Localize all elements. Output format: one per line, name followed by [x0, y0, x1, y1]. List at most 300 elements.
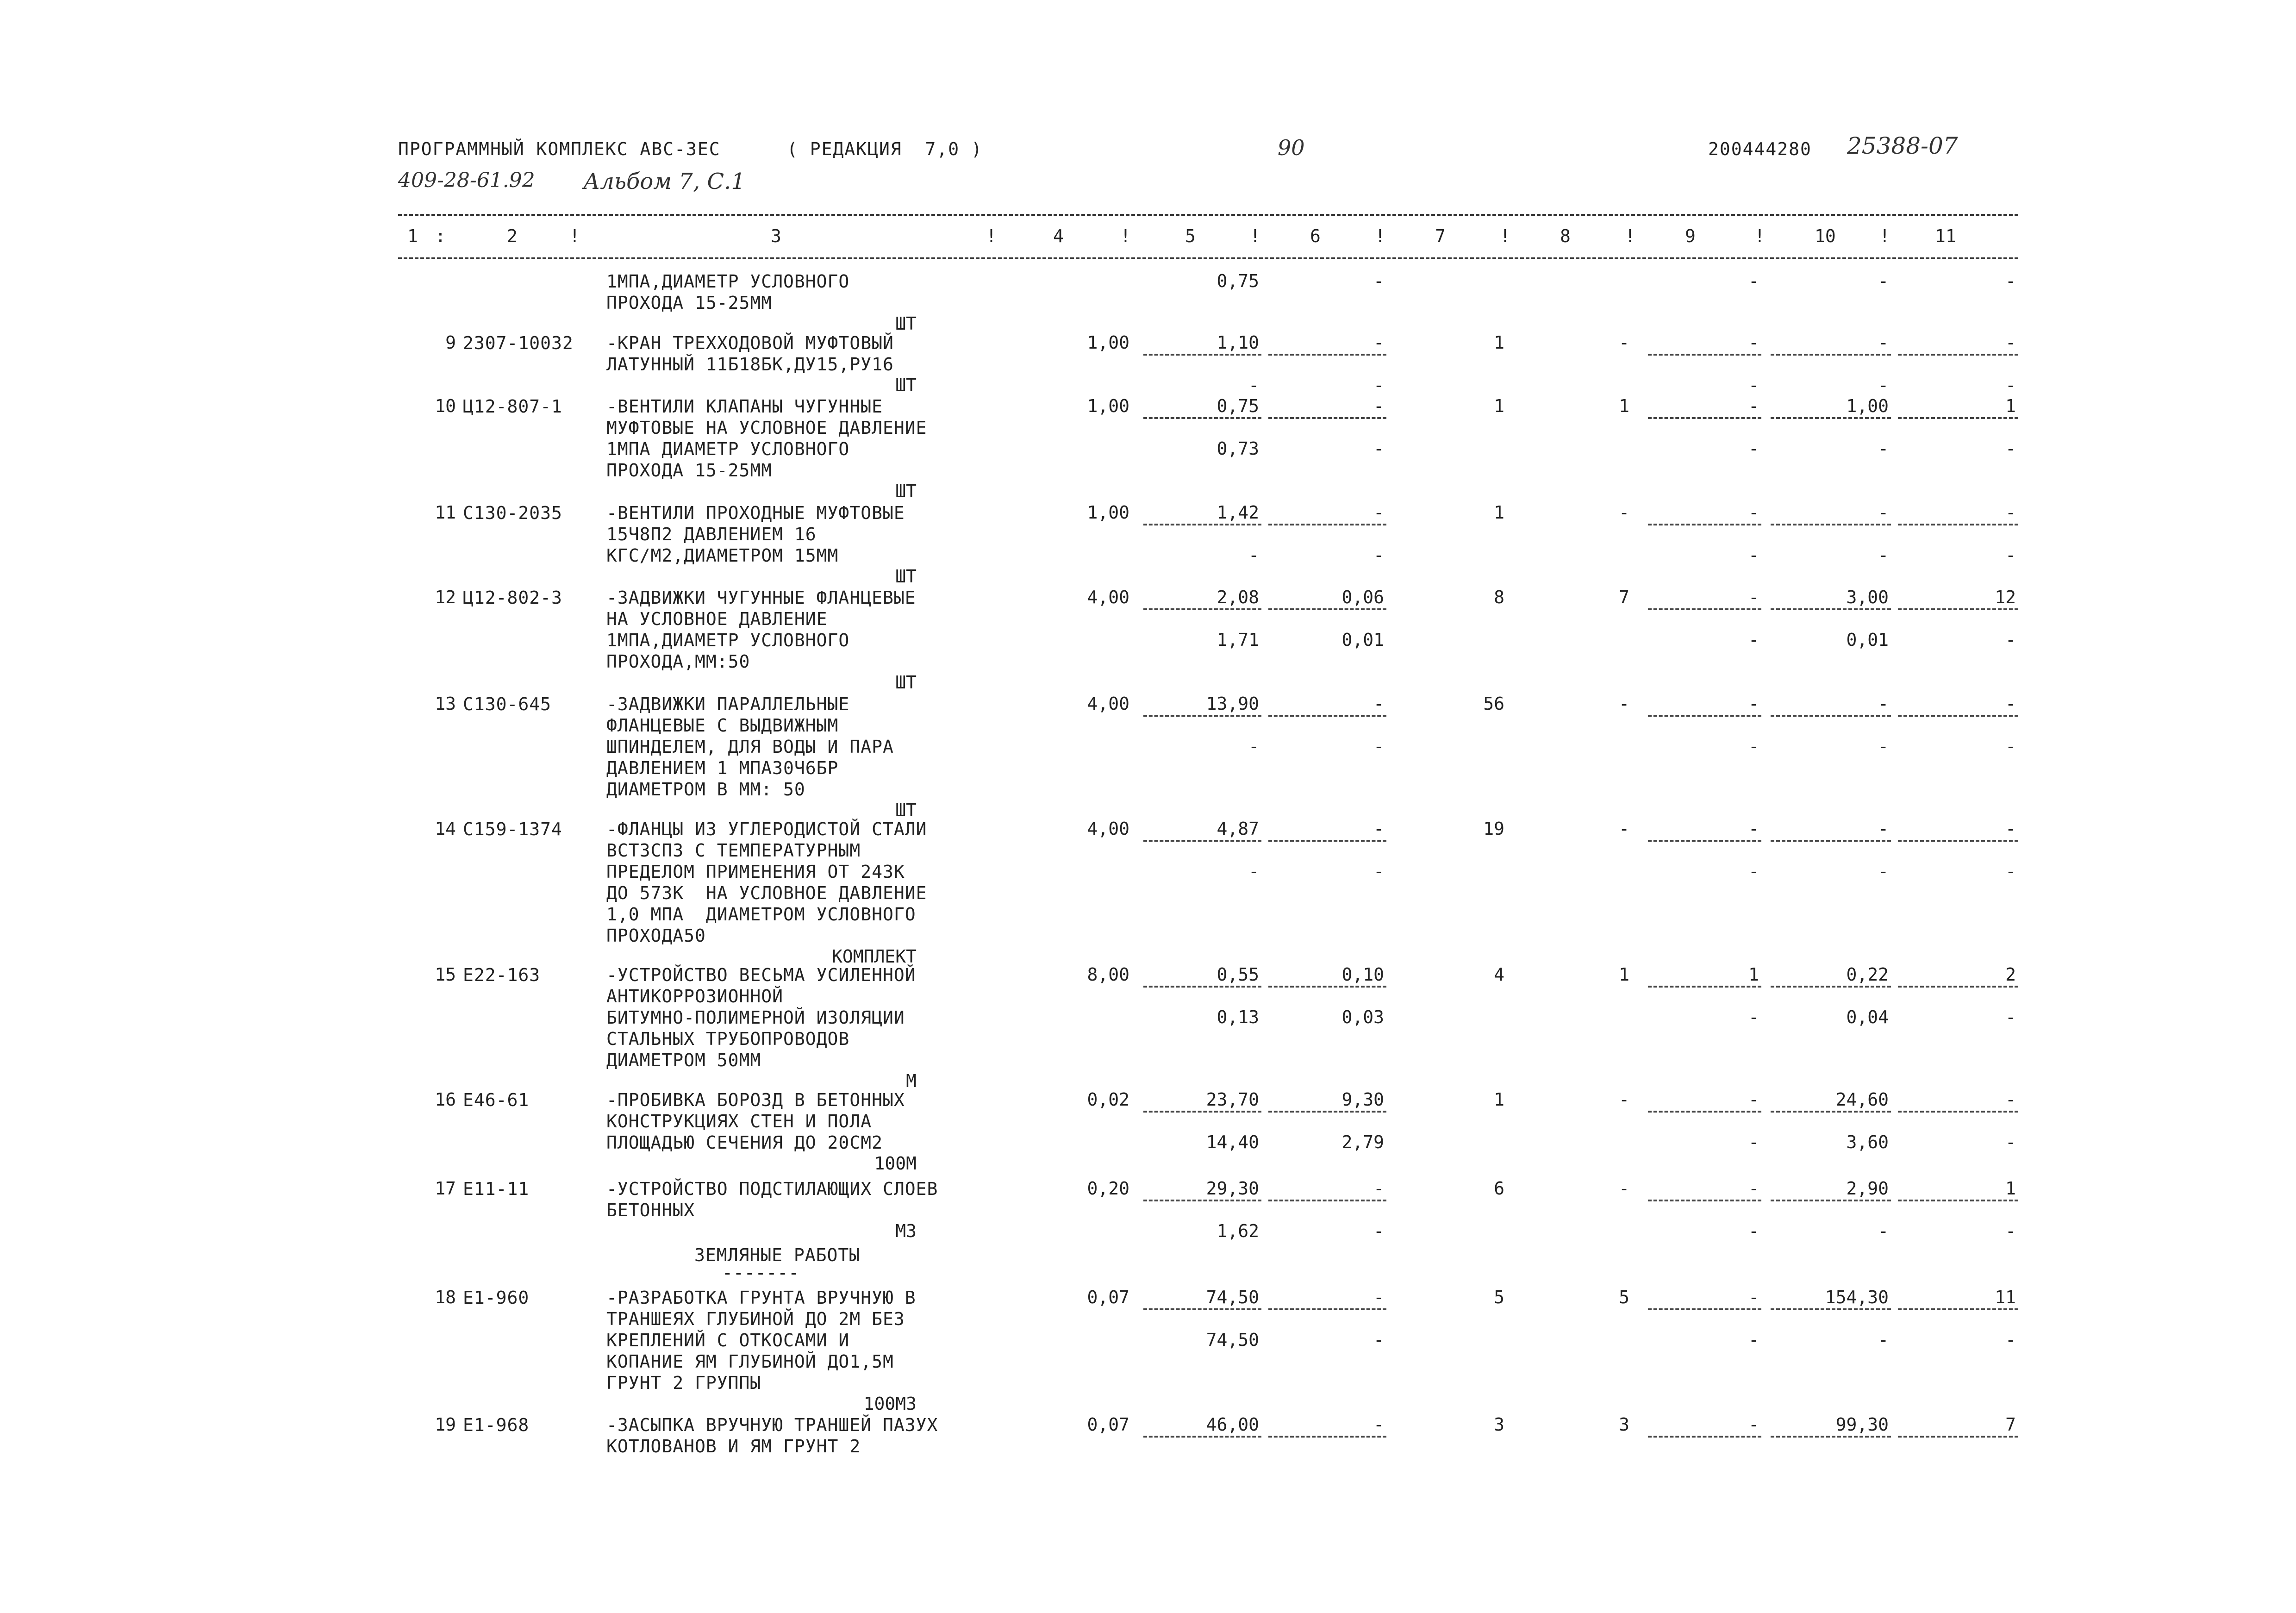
cell-col6-sub: -	[1373, 861, 1384, 882]
cell-col11: 2	[2005, 964, 2016, 985]
cell-col5: 13,90	[1206, 694, 1259, 714]
cell-divider	[1143, 1308, 1261, 1310]
cell-col11: 11	[1995, 1287, 2016, 1307]
col-header-4: 4	[1053, 226, 1064, 246]
row-code: Ц12-802-3	[463, 588, 562, 608]
cell-col8: -	[1619, 332, 1629, 353]
cell-col11: 1	[2005, 1178, 2016, 1199]
row-code: С130-2035	[463, 503, 562, 523]
row-description: КГС/М2,ДИАМЕТРОМ 15ММ	[606, 545, 839, 566]
cell-col10-sub: -	[1878, 861, 1889, 882]
row-description: -ЗАДВИЖКИ ЧУГУННЫЕ ФЛАНЦЕВЫЕ	[606, 588, 916, 608]
row-description: ТРАНШЕЯХ ГЛУБИНОЙ ДО 2М БЕЗ	[606, 1309, 905, 1329]
cell-col10-sub: -	[1878, 438, 1889, 459]
cell-col6: -	[1373, 1414, 1384, 1435]
cell-col9: -	[1748, 587, 1759, 607]
cell-col11-sub: -	[2005, 438, 2016, 459]
cell-col11-sub: -	[2005, 1330, 2016, 1350]
col-sep: :	[435, 226, 446, 246]
row-unit: 100М	[874, 1153, 917, 1174]
cell-col8: -	[1619, 694, 1629, 714]
row-description: ПРОХОДА50	[606, 925, 706, 946]
row-description: -ФЛАНЦЫ ИЗ УГЛЕРОДИСТОЙ СТАЛИ	[606, 819, 927, 839]
col-header-1: 1	[407, 226, 418, 246]
row-number: 19	[435, 1414, 456, 1435]
row-description: -УСТРОЙСТВО ВЕСЬМА УСИЛЕННОЙ	[606, 965, 916, 985]
cell-divider	[1268, 986, 1386, 988]
row-number: 14	[435, 819, 456, 839]
cell-col6-sub: -	[1373, 375, 1384, 395]
cell-col8: 5	[1619, 1287, 1629, 1307]
col-sep: !	[1250, 226, 1260, 246]
cell-col9-sub: -	[1748, 1221, 1759, 1241]
cell-col9-sub: -	[1748, 736, 1759, 756]
col-header-10: 10	[1815, 226, 1836, 246]
cell-col6-sub: -	[1373, 545, 1384, 565]
handwritten-code: 25388-07	[1847, 132, 1958, 159]
cell-col11: -	[2005, 332, 2016, 353]
cell-divider	[1268, 1111, 1386, 1113]
col-sep: !	[569, 226, 580, 246]
row-description: -РАЗРАБОТКА ГРУНТА ВРУЧНУЮ В	[606, 1288, 916, 1308]
cell-col6: -	[1373, 694, 1384, 714]
row-description: ПРОХОДА 15-25ММ	[606, 293, 773, 313]
row-number: 16	[435, 1089, 456, 1110]
cell-col10: 0,22	[1846, 964, 1889, 985]
row-number: 18	[435, 1287, 456, 1307]
row-description: ГРУНТ 2 ГРУППЫ	[606, 1373, 761, 1393]
cell-col5: 4,87	[1217, 819, 1259, 839]
cell-col9-sub: -	[1748, 630, 1759, 650]
section-underline: -------	[722, 1263, 800, 1283]
cell-col10-sub: -	[1878, 1221, 1889, 1241]
row-code: 2307-10032	[463, 333, 574, 353]
header-top-rule	[398, 214, 2018, 216]
row-unit: ШТ	[895, 672, 917, 693]
cell-col7: 19	[1483, 819, 1504, 839]
cell-quantity: 0,07	[1087, 1287, 1129, 1307]
col-header-2: 2	[507, 226, 518, 246]
row-code: Е1-968	[463, 1415, 530, 1435]
cell-col9-sub: -	[1748, 1007, 1759, 1027]
cell-col6: 9,30	[1341, 1089, 1384, 1110]
cell-col9: -	[1748, 1287, 1759, 1307]
cell-col7: 6	[1494, 1178, 1504, 1199]
col-sep: !	[1754, 226, 1765, 246]
cell-divider	[1771, 524, 1891, 525]
cell-col7: 1	[1494, 332, 1504, 353]
cell-col7: 5	[1494, 1287, 1504, 1307]
row-description: 1МПА,ДИАМЕТР УСЛОВНОГО	[606, 271, 850, 292]
cell-col5: 46,00	[1206, 1414, 1259, 1435]
cell-col6-sub: -	[1373, 736, 1384, 756]
document-code: 200444280	[1708, 139, 1812, 159]
col-sep: !	[1625, 226, 1635, 246]
cell-col5: 0,55	[1217, 964, 1259, 985]
cell-col11-sub: -	[2005, 375, 2016, 395]
row-number: 13	[435, 694, 456, 714]
cell-divider	[1143, 354, 1261, 356]
cell-divider	[1268, 715, 1386, 717]
cell-divider	[1648, 608, 1761, 610]
row-unit: КОМПЛЕКТ	[831, 946, 917, 967]
row-description: ПРЕДЕЛОМ ПРИМЕНЕНИЯ ОТ 243К	[606, 862, 905, 882]
row-unit: 100М3	[863, 1394, 917, 1414]
cell-col10-sub: 0,04	[1846, 1007, 1889, 1027]
row-description: 1МПА ДИАМЕТР УСЛОВНОГО	[606, 439, 850, 459]
col-header-7: 7	[1435, 226, 1446, 246]
cell-divider	[1771, 1200, 1891, 1201]
cell-col10-sub: -	[1878, 545, 1889, 565]
cell-divider	[1771, 1111, 1891, 1113]
cell-col11-sub: -	[2005, 861, 2016, 882]
cell-col5-sub: 14,40	[1206, 1132, 1259, 1152]
row-description: НА УСЛОВНОЕ ДАВЛЕНИЕ	[606, 609, 828, 629]
cell-divider	[1268, 1436, 1386, 1438]
cell-col9-sub: -	[1748, 1330, 1759, 1350]
cell-divider	[1898, 840, 2018, 842]
col-sep: !	[1879, 226, 1890, 246]
cell-col5-sub: 1,62	[1217, 1221, 1259, 1241]
cell-divider	[1771, 354, 1891, 356]
cell-col6-sub: 2,79	[1341, 1132, 1384, 1152]
row-description: КОПАНИЕ ЯМ ГЛУБИНОЙ ДО1,5М	[606, 1351, 894, 1372]
header-bottom-rule	[398, 257, 2018, 259]
row-description: 1,0 МПА ДИАМЕТРОМ УСЛОВНОГО	[606, 904, 916, 925]
cell-col11-sub: -	[2005, 545, 2016, 565]
cell-col5: 1,10	[1217, 332, 1259, 353]
row-description: ПЛОЩАДЬЮ СЕЧЕНИЯ ДО 20СМ2	[606, 1132, 883, 1153]
cell-col10: 2,90	[1846, 1178, 1889, 1199]
row-unit: ШТ	[895, 481, 917, 501]
cell-col10: 3,00	[1846, 587, 1889, 607]
row-code: Е46-61	[463, 1090, 530, 1110]
cell-divider	[1648, 840, 1761, 842]
cell-col11: -	[2005, 502, 2016, 523]
cell-divider	[1898, 1436, 2018, 1438]
cell-quantity: 8,00	[1087, 964, 1129, 985]
col-header-8: 8	[1560, 226, 1571, 246]
row-description: 1МПА,ДИАМЕТР УСЛОВНОГО	[606, 630, 850, 650]
cell-col6: -	[1373, 502, 1384, 523]
cell-divider	[1771, 608, 1891, 610]
cell-col10-sub: -	[1878, 1330, 1889, 1350]
cell-quantity: 1,00	[1087, 396, 1129, 416]
row-code: С159-1374	[463, 819, 562, 839]
row-unit: М3	[895, 1221, 917, 1241]
row-description: МУФТОВЫЕ НА УСЛОВНОЕ ДАВЛЕНИЕ	[606, 418, 927, 438]
cell-divider	[1898, 1200, 2018, 1201]
cell-col8: 1	[1619, 396, 1629, 416]
cell-divider	[1268, 417, 1386, 419]
cell-divider	[1143, 1111, 1261, 1113]
row-description: -ЗАСЫПКА ВРУЧНУЮ ТРАНШЕЙ ПАЗУХ	[606, 1415, 938, 1435]
row-description: ПРОХОДА,ММ:50	[606, 651, 750, 672]
row-description: -ЗАДВИЖКИ ПАРАЛЛЕЛЬНЫЕ	[606, 694, 850, 714]
row-code: Ц12-807-1	[463, 396, 562, 417]
row-number: 9	[445, 332, 456, 353]
row-unit: М	[906, 1071, 917, 1091]
section-title: ЗЕМЛЯНЫЕ РАБОТЫ	[694, 1245, 861, 1265]
cell-divider	[1648, 715, 1761, 717]
cell-col10: -	[1878, 332, 1889, 353]
cell-col9: -	[1748, 694, 1759, 714]
cell-col9: -	[1748, 502, 1759, 523]
row-unit: ШТ	[895, 313, 917, 334]
cell-divider	[1648, 524, 1761, 525]
cell-col8: 1	[1619, 964, 1629, 985]
cell-divider	[1898, 1111, 2018, 1113]
cell-col9: -	[1748, 1178, 1759, 1199]
cell-col6: -	[1373, 819, 1384, 839]
cell-divider	[1648, 1200, 1761, 1201]
cell-col10: -	[1878, 694, 1889, 714]
cell-col10: 154,30	[1825, 1287, 1889, 1307]
cell-col9: -	[1748, 271, 1759, 291]
page-number: 90	[1278, 135, 1305, 160]
album-label: Альбом 7, С.1	[583, 169, 745, 194]
row-description: ПРОХОДА 15-25ММ	[606, 460, 773, 481]
cell-col8: -	[1619, 819, 1629, 839]
cell-divider	[1898, 986, 2018, 988]
cell-quantity: 4,00	[1087, 694, 1129, 714]
cell-col7: 3	[1494, 1414, 1504, 1435]
row-description: -ВЕНТИЛИ КЛАПАНЫ ЧУГУННЫЕ	[606, 396, 883, 417]
cell-col6-sub: 0,01	[1341, 630, 1384, 650]
cell-col9: 1	[1748, 964, 1759, 985]
cell-col10: 99,30	[1835, 1414, 1889, 1435]
cell-divider	[1898, 1308, 2018, 1310]
row-description: -КРАН ТРЕХХОДОВОЙ МУФТОВЫЙ	[606, 333, 894, 353]
cell-divider	[1898, 417, 2018, 419]
row-code: Е22-163	[463, 965, 541, 985]
cell-col11-sub: -	[2005, 1007, 2016, 1027]
cell-col6: -	[1373, 1178, 1384, 1199]
cell-col8: 3	[1619, 1414, 1629, 1435]
cell-quantity: 1,00	[1087, 502, 1129, 523]
cell-col7: 1	[1494, 1089, 1504, 1110]
cell-col6-sub: 0,03	[1341, 1007, 1384, 1027]
cell-divider	[1898, 354, 2018, 356]
cell-quantity: 0,02	[1087, 1089, 1129, 1110]
row-number: 15	[435, 964, 456, 985]
row-unit: ШТ	[895, 375, 917, 395]
cell-col10: -	[1878, 502, 1889, 523]
cell-divider	[1771, 840, 1891, 842]
row-description: КОНСТРУКЦИЯХ СТЕН И ПОЛА	[606, 1111, 872, 1132]
cell-col11: -	[2005, 819, 2016, 839]
row-description: ВСТ3СП3 С ТЕМПЕРАТУРНЫМ	[606, 840, 861, 861]
cell-col9-sub: -	[1748, 375, 1759, 395]
row-unit: ШТ	[895, 566, 917, 587]
cell-col6: 0,06	[1341, 587, 1384, 607]
row-description: -ПРОБИВКА БОРОЗД В БЕТОННЫХ	[606, 1090, 905, 1110]
cell-col11: 12	[1995, 587, 2016, 607]
cell-col11-sub: -	[2005, 736, 2016, 756]
cell-col11-sub: -	[2005, 1221, 2016, 1241]
cell-col5: 74,50	[1206, 1287, 1259, 1307]
cell-col9: -	[1748, 332, 1759, 353]
cell-col10: -	[1878, 271, 1889, 291]
cell-col8: 7	[1619, 587, 1629, 607]
cell-col10-sub: -	[1878, 375, 1889, 395]
cell-divider	[1771, 417, 1891, 419]
row-description: 15Ч8П2 ДАВЛЕНИЕМ 16	[606, 524, 817, 544]
cell-col8: -	[1619, 1178, 1629, 1199]
col-header-11: 11	[1935, 226, 1956, 246]
cell-col10: -	[1878, 819, 1889, 839]
cell-col6-sub: -	[1373, 1221, 1384, 1241]
cell-col6: 0,10	[1341, 964, 1384, 985]
cell-col11: 7	[2005, 1414, 2016, 1435]
cell-col9-sub: -	[1748, 438, 1759, 459]
col-sep: !	[1500, 226, 1510, 246]
cell-quantity: 1,00	[1087, 332, 1129, 353]
col-header-9: 9	[1685, 226, 1696, 246]
cell-divider	[1268, 608, 1386, 610]
cell-divider	[1143, 417, 1261, 419]
cell-divider	[1648, 1436, 1761, 1438]
cell-quantity: 0,07	[1087, 1414, 1129, 1435]
cell-divider	[1268, 1200, 1386, 1201]
cell-col5: 29,30	[1206, 1178, 1259, 1199]
cell-divider	[1143, 524, 1261, 525]
cell-col11: -	[2005, 694, 2016, 714]
handwritten-reference: 409-28-61.92	[398, 169, 535, 192]
row-description: БИТУМНО-ПОЛИМЕРНОЙ ИЗОЛЯЦИИ	[606, 1007, 905, 1028]
row-number: 17	[435, 1178, 456, 1199]
row-description: КОТЛОВАНОВ И ЯМ ГРУНТ 2	[606, 1436, 861, 1457]
cell-divider	[1648, 986, 1761, 988]
cell-divider	[1143, 1200, 1261, 1201]
program-title: ПРОГРАММНЫЙ КОМПЛЕКС АВС-3ЕС	[398, 139, 721, 159]
cell-col5-sub: -	[1248, 861, 1259, 882]
cell-col9: -	[1748, 1089, 1759, 1110]
cell-col6: -	[1373, 396, 1384, 416]
cell-quantity: 4,00	[1087, 587, 1129, 607]
row-unit: ШТ	[895, 800, 917, 820]
row-description: ЛАТУННЫЙ 11Б18БК,ДУ15,РУ16	[606, 354, 894, 375]
cell-divider	[1648, 354, 1761, 356]
cell-col11: -	[2005, 271, 2016, 291]
cell-col6: -	[1373, 332, 1384, 353]
row-description: ФЛАНЦЕВЫЕ С ВЫДВИЖНЫМ	[606, 715, 839, 736]
col-sep: !	[1375, 226, 1385, 246]
col-header-6: 6	[1310, 226, 1321, 246]
cell-divider	[1771, 1308, 1891, 1310]
cell-divider	[1771, 715, 1891, 717]
cell-col5-sub: 74,50	[1206, 1330, 1259, 1350]
cell-divider	[1648, 417, 1761, 419]
cell-col10: 24,60	[1835, 1089, 1889, 1110]
row-description: -УСТРОЙСТВО ПОДСТИЛАЮЩИХ СЛОЕВ	[606, 1179, 938, 1199]
cell-col7: 1	[1494, 502, 1504, 523]
row-description: КРЕПЛЕНИЙ С ОТКОСАМИ И	[606, 1330, 850, 1350]
cell-col5-sub: 0,13	[1217, 1007, 1259, 1027]
row-description: ШПИНДЕЛЕМ, ДЛЯ ВОДЫ И ПАРА	[606, 737, 894, 757]
cell-divider	[1143, 986, 1261, 988]
cell-divider	[1268, 1308, 1386, 1310]
cell-col5: 0,75	[1217, 271, 1259, 291]
cell-col7: 8	[1494, 587, 1504, 607]
cell-divider	[1268, 354, 1386, 356]
cell-divider	[1143, 608, 1261, 610]
row-description: АНТИКОРРОЗИОННОЙ	[606, 986, 784, 1007]
cell-divider	[1268, 840, 1386, 842]
cell-divider	[1648, 1111, 1761, 1113]
cell-quantity: 0,20	[1087, 1178, 1129, 1199]
cell-col9: -	[1748, 396, 1759, 416]
cell-col9: -	[1748, 819, 1759, 839]
cell-col6-sub: -	[1373, 1330, 1384, 1350]
cell-divider	[1143, 1436, 1261, 1438]
cell-col10-sub: 3,60	[1846, 1132, 1889, 1152]
edition-label: ( РЕДАКЦИЯ 7,0 )	[787, 139, 983, 159]
cell-divider	[1898, 608, 2018, 610]
cell-col5: 23,70	[1206, 1089, 1259, 1110]
cell-col5-sub: 0,73	[1217, 438, 1259, 459]
cell-col9-sub: -	[1748, 1132, 1759, 1152]
row-description: -ВЕНТИЛИ ПРОХОДНЫЕ МУФТОВЫЕ	[606, 503, 905, 523]
cell-col5: 2,08	[1217, 587, 1259, 607]
cell-col10-sub: -	[1878, 736, 1889, 756]
cell-col5: 1,42	[1217, 502, 1259, 523]
col-header-3: 3	[771, 226, 781, 246]
cell-divider	[1898, 715, 2018, 717]
cell-col5-sub: -	[1248, 375, 1259, 395]
cell-col5-sub: -	[1248, 736, 1259, 756]
cell-col10-sub: 0,01	[1846, 630, 1889, 650]
col-header-5: 5	[1185, 226, 1196, 246]
cell-col10: 1,00	[1846, 396, 1889, 416]
row-number: 11	[435, 502, 456, 523]
cell-col11: -	[2005, 1089, 2016, 1110]
row-code: Е1-960	[463, 1288, 530, 1308]
cell-col8: -	[1619, 1089, 1629, 1110]
cell-col6-sub: -	[1373, 438, 1384, 459]
cell-col9-sub: -	[1748, 545, 1759, 565]
cell-col9-sub: -	[1748, 861, 1759, 882]
cell-col11-sub: -	[2005, 630, 2016, 650]
cell-divider	[1143, 840, 1261, 842]
cell-divider	[1898, 524, 2018, 525]
cell-divider	[1268, 524, 1386, 525]
cell-col5: 0,75	[1217, 396, 1259, 416]
cell-col11-sub: -	[2005, 1132, 2016, 1152]
cell-col7: 1	[1494, 396, 1504, 416]
cell-divider	[1143, 715, 1261, 717]
cell-divider	[1771, 986, 1891, 988]
cell-col6: -	[1373, 1287, 1384, 1307]
cell-col5-sub: -	[1248, 545, 1259, 565]
cell-col9: -	[1748, 1414, 1759, 1435]
cell-col7: 4	[1494, 964, 1504, 985]
col-sep: !	[986, 226, 997, 246]
cell-col7: 56	[1483, 694, 1504, 714]
cell-divider	[1771, 1436, 1891, 1438]
row-code: Е11-11	[463, 1179, 530, 1199]
cell-quantity: 4,00	[1087, 819, 1129, 839]
row-number: 12	[435, 587, 456, 607]
row-description: ДАВЛЕНИЕМ 1 МПА30Ч6БР	[606, 758, 839, 778]
col-sep: !	[1120, 226, 1131, 246]
row-code: С130-645	[463, 694, 552, 714]
cell-col8: -	[1619, 502, 1629, 523]
row-description: СТАЛЬНЫХ ТРУБОПРОВОДОВ	[606, 1029, 850, 1049]
cell-divider	[1648, 1308, 1761, 1310]
row-description: ДО 573К НА УСЛОВНОЕ ДАВЛЕНИЕ	[606, 883, 927, 903]
row-description: ДИАМЕТРОМ 50ММ	[606, 1050, 761, 1070]
